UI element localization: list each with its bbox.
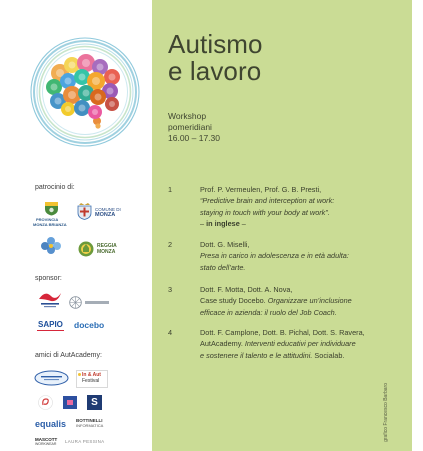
docebo-logo: docebo [74,320,105,330]
program-title-line [200,295,352,306]
provincia-logo-text: MONZA BRIANZA [33,222,67,227]
program-speakers: Prof. P. Vermeulen, Prof. G. B. Presti, [200,185,322,194]
program-number: 3 [168,285,173,294]
friends-label: amici di AutAcademy: [35,352,102,359]
program-title: stato dell’arte. [200,262,246,272]
in-aut-dot-icon [78,373,81,376]
reggia-logo-text: REGGIA [97,243,117,249]
sapio-logo: SAPIO [38,320,63,329]
program-number: 4 [168,328,173,337]
sponsor-label: sponsor: [35,275,62,282]
program-title: Organizzare un’inclusione [267,296,352,306]
program-item [200,327,365,361]
design-credit: grafico Francesco Barbaro [383,383,389,442]
patronage-label: patrocinio di: [35,184,75,191]
note-language: in inglese [206,219,240,229]
program-speakers: Dott. F. Camplone, Dott. B. Pichal, Dott. S. Ravera, [200,328,365,337]
brain-logo [28,33,144,153]
sponsor-wordmark [85,301,109,304]
workshop-info [168,111,220,144]
mascott-logo-text: MASCOTT [35,437,58,442]
note-dash: – [241,219,246,229]
in-aut-logo-text: Festival [82,378,100,384]
program-title-line [200,350,365,361]
program-tail: Socialab. [314,350,345,360]
workshop-type: pomeridiani [168,122,212,132]
program-title: “Predictive brain and interception at work: [200,196,335,206]
title-line-1: Autismo [168,29,263,59]
sponsor-circle-logo-icon [69,296,82,309]
program-lead: Case study Docebo. [200,296,266,306]
pessina-logo: LAURA PESSINA [65,439,105,444]
bottinelli-logo-text: BOTTINELLI [76,418,103,423]
program-speakers: Dott. G. Miselli, [200,240,250,249]
reggia-crest-icon [78,240,94,257]
program-lead: AutAcademy. [200,339,243,349]
workshop-label: Workshop [168,111,207,121]
program-item [200,239,349,273]
swirl-logo-icon [38,395,53,410]
title-line-2: e lavoro [168,56,262,86]
note-dash: – [200,219,205,229]
workshop-time: 16.00 – 17.30 [168,133,220,143]
program-item [200,184,334,230]
sponsor-wave-logo-icon [37,289,63,310]
comune-logo-text: COMUNE DI [95,207,121,212]
mascott-logo-text: WORKWEAR [35,442,57,446]
flower-logo-icon [40,236,62,256]
program-number: 1 [168,185,173,194]
provincia-logo-text: PROVINCIA [36,217,59,222]
equalis-logo: equalis [35,419,67,429]
program-item [200,284,352,318]
program-title: staying in touch with your body at work”. [200,207,330,217]
s-square-logo: S [87,395,102,410]
program-note [200,218,334,229]
program-title: Presa in carico in adolescenza e in età adulta: [200,251,349,261]
in-aut-logo-text: In & Aut [82,372,101,378]
program-speakers: Dott. F. Motta, Dott. A. Nova, [200,285,293,294]
provincia-crest-icon [44,201,59,216]
program-title: efficace in azienda: il ruolo del Job Coach. [200,307,337,317]
blue-square-logo-mark [67,400,73,405]
program-number: 2 [168,240,173,249]
blue-square-logo [63,396,77,409]
bottinelli-logo-text: INFORMATICA [76,423,104,428]
oval-logo-icon [34,370,69,386]
reggia-logo-text: MONZA [97,249,116,255]
comune-crest-icon [77,203,92,220]
partners-column [0,0,152,451]
program-title-line [200,338,365,349]
program-title: e sostenere il talento e le attitudini. [200,350,313,360]
comune-logo-text: MONZA [95,212,116,218]
program-title: Interventi educativi per individuare [244,339,356,349]
